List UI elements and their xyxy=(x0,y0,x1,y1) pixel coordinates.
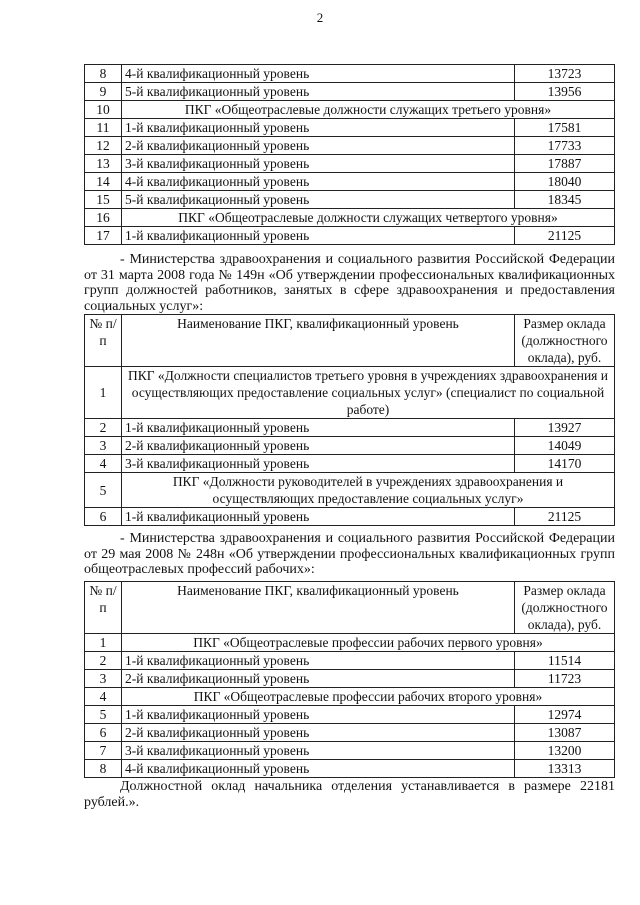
header-name: Наименование ПКГ, квалификационный уровень xyxy=(122,582,515,634)
group-row xyxy=(85,101,615,119)
header-salary: Размер оклада (должностного оклада), руб. xyxy=(515,315,615,367)
table-row xyxy=(85,419,615,437)
salary-value: 13723 xyxy=(515,65,615,83)
salary-value: 14170 xyxy=(515,455,615,473)
paragraph-text: - Министерства здравоохранения и социального развития Российской Федерации от 31 марта 2008 года № 149н «Об утверждении профессиональных квалификационных групп должностей работников, занятых в сфере здравоохранения и предоставления социальных услуг»: xyxy=(84,252,615,314)
row-number: 2 xyxy=(85,419,122,437)
group-row xyxy=(85,367,615,419)
table-row xyxy=(85,437,615,455)
group-row xyxy=(85,473,615,508)
salary-value: 13313 xyxy=(515,760,615,778)
row-number: 8 xyxy=(85,760,122,778)
group-row xyxy=(85,634,615,652)
level-name: 2-й квалификационный уровень xyxy=(122,137,515,155)
table-row xyxy=(85,670,615,688)
table-row xyxy=(85,227,615,245)
salary-value: 13927 xyxy=(515,419,615,437)
level-name: 1-й квалификационный уровень xyxy=(122,227,515,245)
row-number: 14 xyxy=(85,173,122,191)
row-number: 1 xyxy=(85,367,122,419)
row-number: 1 xyxy=(85,634,122,652)
table-row xyxy=(85,508,615,526)
group-title: ПКГ «Общеотраслевые должности служащих третьего уровня» xyxy=(122,101,615,119)
salary-table-office-staff xyxy=(84,64,615,245)
paragraph-department-head-salary xyxy=(84,779,615,810)
row-number: 8 xyxy=(85,65,122,83)
group-row xyxy=(85,688,615,706)
row-number: 6 xyxy=(85,508,122,526)
salary-value: 11514 xyxy=(515,652,615,670)
level-name: 3-й квалификационный уровень xyxy=(122,155,515,173)
salary-value: 17887 xyxy=(515,155,615,173)
row-number: 15 xyxy=(85,191,122,209)
row-number: 16 xyxy=(85,209,122,227)
row-number: 9 xyxy=(85,83,122,101)
salary-value: 17733 xyxy=(515,137,615,155)
group-title: ПКГ «Должности специалистов третьего уровня в учреждениях здравоохранения и осуществляющих предоставление социальных услуг» (специалист по социальной работе) xyxy=(122,367,615,419)
level-name: 1-й квалификационный уровень xyxy=(122,119,515,137)
row-number: 3 xyxy=(85,670,122,688)
salary-value: 18345 xyxy=(515,191,615,209)
level-name: 4-й квалификационный уровень xyxy=(122,173,515,191)
group-row xyxy=(85,209,615,227)
paragraph-text: Должностной оклад начальника отделения устанавливается в размере 22181 рублей.». xyxy=(84,779,615,810)
paragraph-order-248n xyxy=(84,531,615,578)
row-number: 3 xyxy=(85,437,122,455)
header-number: № п/п xyxy=(85,315,122,367)
table-row xyxy=(85,65,615,83)
salary-value: 13200 xyxy=(515,742,615,760)
salary-table-worker-professions xyxy=(84,581,615,778)
level-name: 1-й квалификационный уровень xyxy=(122,652,515,670)
level-name: 2-й квалификационный уровень xyxy=(122,670,515,688)
salary-value: 18040 xyxy=(515,173,615,191)
paragraph-text: - Министерства здравоохранения и социального развития Российской Федерации от 29 мая 2008 № 248н «Об утверждении профессиональных квалификационных групп общеотраслевых профессий рабочих»: xyxy=(84,531,615,577)
header-salary: Размер оклада (должностного оклада), руб. xyxy=(515,582,615,634)
row-number: 13 xyxy=(85,155,122,173)
page-number: 2 xyxy=(316,10,324,25)
level-name: 5-й квалификационный уровень xyxy=(122,191,515,209)
group-title: ПКГ «Общеотраслевые должности служащих четвертого уровня» xyxy=(122,209,615,227)
level-name: 3-й квалификационный уровень xyxy=(122,455,515,473)
salary-value: 12974 xyxy=(515,706,615,724)
row-number: 7 xyxy=(85,742,122,760)
level-name: 1-й квалификационный уровень xyxy=(122,508,515,526)
level-name: 5-й квалификационный уровень xyxy=(122,83,515,101)
salary-table-healthcare-social xyxy=(84,314,615,526)
salary-value: 21125 xyxy=(515,508,615,526)
salary-value: 11723 xyxy=(515,670,615,688)
salary-value: 17581 xyxy=(515,119,615,137)
level-name: 3-й квалификационный уровень xyxy=(122,742,515,760)
level-name: 2-й квалификационный уровень xyxy=(122,437,515,455)
level-name: 1-й квалификационный уровень xyxy=(122,419,515,437)
level-name: 1-й квалификационный уровень xyxy=(122,706,515,724)
table-row xyxy=(85,455,615,473)
salary-value: 21125 xyxy=(515,227,615,245)
table-row xyxy=(85,173,615,191)
paragraph-order-149n xyxy=(84,252,615,314)
header-name: Наименование ПКГ, квалификационный уровень xyxy=(122,315,515,367)
table-row xyxy=(85,83,615,101)
table-row xyxy=(85,119,615,137)
level-name: 2-й квалификационный уровень xyxy=(122,724,515,742)
salary-value: 14049 xyxy=(515,437,615,455)
row-number: 11 xyxy=(85,119,122,137)
row-number: 17 xyxy=(85,227,122,245)
table-header-row xyxy=(85,315,615,367)
table-row xyxy=(85,706,615,724)
table-row xyxy=(85,724,615,742)
group-title: ПКГ «Общеотраслевые профессии рабочих второго уровня» xyxy=(122,688,615,706)
row-number: 6 xyxy=(85,724,122,742)
row-number: 4 xyxy=(85,688,122,706)
row-number: 10 xyxy=(85,101,122,119)
level-name: 4-й квалификационный уровень xyxy=(122,65,515,83)
salary-value: 13956 xyxy=(515,83,615,101)
table-row xyxy=(85,760,615,778)
table-row xyxy=(85,191,615,209)
header-number: № п/п xyxy=(85,582,122,634)
group-title: ПКГ «Общеотраслевые профессии рабочих первого уровня» xyxy=(122,634,615,652)
group-title: ПКГ «Должности руководителей в учреждениях здравоохранения и осуществляющих предоставление социальных услуг» xyxy=(122,473,615,508)
table-row xyxy=(85,652,615,670)
level-name: 4-й квалификационный уровень xyxy=(122,760,515,778)
row-number: 12 xyxy=(85,137,122,155)
salary-value: 13087 xyxy=(515,724,615,742)
row-number: 4 xyxy=(85,455,122,473)
table-row xyxy=(85,742,615,760)
table-row xyxy=(85,155,615,173)
row-number: 5 xyxy=(85,706,122,724)
table-row xyxy=(85,137,615,155)
row-number: 5 xyxy=(85,473,122,508)
row-number: 2 xyxy=(85,652,122,670)
table-header-row xyxy=(85,582,615,634)
